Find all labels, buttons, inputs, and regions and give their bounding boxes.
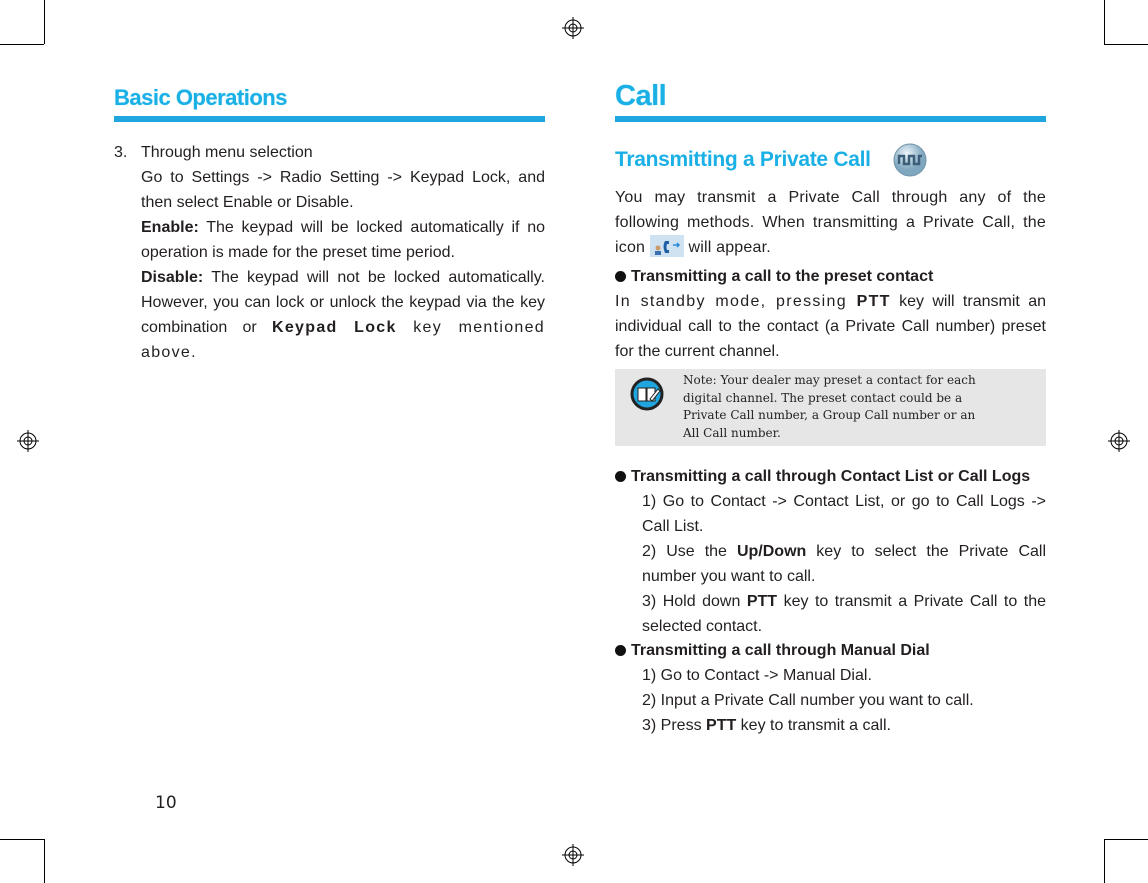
disable-text-end: key mentioned above. <box>141 319 545 361</box>
digital-mode-icon <box>893 143 927 177</box>
page-number: 10 <box>155 793 177 813</box>
body-text: In standby mode, pressing <box>615 293 857 310</box>
crop-mark <box>1104 839 1105 883</box>
crop-mark <box>0 44 44 45</box>
crop-mark <box>1104 0 1105 44</box>
bullet-icon <box>615 645 626 656</box>
intro-text: You may transmit a Private Call through any of the following methods. When transmitting a Private Call, the icon <box>615 189 1046 256</box>
crop-mark <box>1104 839 1148 840</box>
ptt-key: PTT <box>856 293 891 310</box>
step-text: key to transmit a Private Call to the selected contact. <box>642 593 1046 635</box>
registration-mark-icon <box>562 844 584 866</box>
body-text: key will transmit an individual call to the contact (a Private Call number) preset for the current channel. <box>615 293 1046 360</box>
step-text: 1) Go to Contact -> Contact List, or go to Call Logs -> Call List. <box>642 493 1046 535</box>
steps-manual-dial <box>642 663 1046 738</box>
bullet-icon <box>615 471 626 482</box>
item-number: 3. <box>114 144 128 161</box>
page-heading: Call <box>615 80 667 112</box>
instruction-text: Go to Settings -> Radio Setting -> Keypad Lock, and then select Enable or Disable. <box>141 169 545 211</box>
crop-mark <box>44 0 45 44</box>
section-manual-dial <box>615 638 1046 663</box>
registration-mark-icon <box>562 17 584 39</box>
disable-text: The keypad will not be locked automatically. However, you can lock or unlock the keypad via the key combination or <box>141 269 545 336</box>
enable-label: Enable: <box>141 219 199 236</box>
private-call-icon <box>650 235 684 257</box>
steps-contact-list <box>642 489 1046 639</box>
keypad-lock-key: Keypad Lock <box>272 319 397 336</box>
enable-text: The keypad will be locked automatically if no operation is made for the preset time period. <box>141 219 545 261</box>
section-heading: Basic Operations <box>114 85 287 110</box>
note-book-icon <box>630 377 664 411</box>
ptt-key: PTT <box>746 593 778 610</box>
step-text: 2) Input a Private Call number you want to call. <box>642 692 974 709</box>
step-text: 3) Hold down <box>642 593 747 610</box>
intro-text-end: will appear. <box>683 239 771 256</box>
ptt-key: PTT <box>706 717 737 734</box>
note-text: Note: Your dealer may preset a contact for each digital channel. The preset contact could be a Private Call number, a Group Call number or an All Call number. <box>683 373 976 440</box>
crop-mark <box>0 839 44 840</box>
heading-rule <box>114 116 545 122</box>
intro-paragraph <box>615 185 1046 260</box>
step-text: 1) Go to Contact -> Manual Dial. <box>642 667 872 684</box>
registration-mark-icon <box>1108 430 1130 452</box>
heading-rule <box>615 116 1046 122</box>
item-title: Through menu selection <box>141 144 313 161</box>
subheading: Transmitting a Private Call <box>615 148 871 171</box>
item-body <box>141 165 545 365</box>
step-text: key to select the Private Call number you want to call. <box>642 543 1047 585</box>
section-title: Transmitting a call through Contact List or Call Logs <box>631 468 1031 485</box>
crop-mark <box>44 839 45 883</box>
step-text: key to transmit a call. <box>736 717 891 734</box>
bullet-icon <box>615 271 626 282</box>
crop-mark <box>1104 44 1148 45</box>
section-title: Transmitting a call to the preset contact <box>631 268 934 285</box>
section-preset-contact <box>615 264 1046 364</box>
disable-label: Disable: <box>141 269 204 286</box>
section-contact-list <box>615 464 1046 489</box>
section-title: Transmitting a call through Manual Dial <box>631 642 930 659</box>
registration-mark-icon <box>17 430 39 452</box>
note-box <box>615 369 1046 446</box>
step-text: 2) Use the <box>642 543 737 560</box>
step-text: 3) Press <box>642 717 707 734</box>
up-down-key: Up/Down <box>736 543 807 560</box>
